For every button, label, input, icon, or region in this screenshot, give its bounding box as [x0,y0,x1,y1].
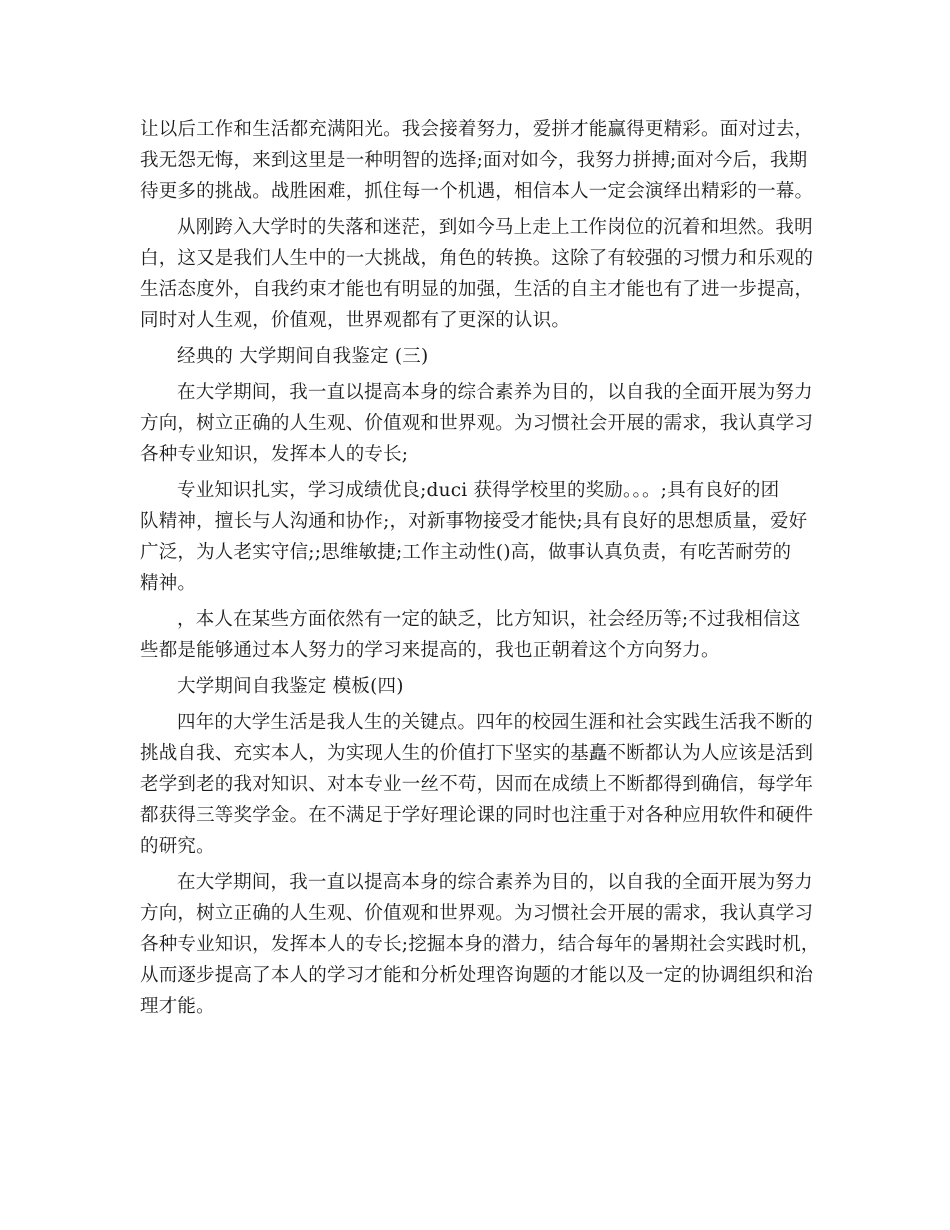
paragraph-line: 老学到老的我对知识、对本专业一丝不苟，因而在成绩上不断都得到确信，每学年 [140,774,814,795]
paragraph-line: 方向，树立正确的人生观、价值观和世界观。为习惯社会开展的需求，我认真学习 [140,903,814,924]
paragraph-line: 各种专业知识，发挥本人的专长; [140,444,409,465]
paragraph [140,212,820,336]
paragraph [140,867,820,1022]
section-heading-text: 大学期间自我鉴定 模板(四) [177,676,404,697]
paragraph-line: 各种专业知识，发挥本人的专长;挖掘本身的潜力，结合每年的暑期社会实践时机， [140,934,820,955]
paragraph-line: 精神。 [140,573,197,594]
paragraph-line: 生活态度外，自我约束才能也有明显的加强，生活的自主才能也有了进一步提高， [140,279,814,300]
paragraph-line: 专业知识扎实，学习成绩优良;duci 获得学校里的奖励。。。;具有良好的团 [177,480,780,501]
paragraph-line: 理才能。 [140,996,215,1017]
paragraph-line: 同时对人生观，价值观，世界观都有了更深的认识。 [140,310,571,331]
section-heading [140,671,820,702]
paragraph-line: 都获得三等奖学金。在不满足于学好理论课的同时也注重于对各种应用软件和硬件 [140,805,814,826]
paragraph-line: ，本人在某些方面依然有一定的缺乏，比方知识，社会经历等;不过我相信这 [177,609,801,630]
paragraph [140,707,820,862]
paragraph [140,604,820,666]
paragraph-line: 四年的大学生活是我人生的关键点。四年的校园生涯和社会实践生活我不断的 [177,712,813,733]
paragraph-line: 我无怨无悔，来到这里是一种明智的选择;面对如今，我努力拼搏;面对今后，我期 [140,150,808,171]
paragraph-line: 在大学期间，我一直以提高本身的综合素养为目的，以自我的全面开展为努力 [177,382,813,403]
paragraph-line: 在大学期间，我一直以提高本身的综合素养为目的，以自我的全面开展为努力 [177,872,813,893]
paragraph-line: 的研究。 [140,836,215,857]
paragraph-line: 从刚跨入大学时的失落和迷茫，到如今马上走上工作岗位的沉着和坦然。我明 [177,217,813,238]
paragraph-line: 方向，树立正确的人生观、价值观和世界观。为习惯社会开展的需求，我认真学习 [140,413,814,434]
paragraph [140,475,820,599]
paragraph-line: 些都是能够通过本人努力的学习来提高的，我也正朝着这个方向努力。 [140,640,720,661]
paragraph-line: 白，这又是我们人生中的一大挑战，角色的转换。这除了有较强的习惯力和乐观的 [140,248,814,269]
paragraph [140,114,820,207]
paragraph-line: 挑战自我、充实本人，为实现人生的价值打下坚实的基矗不断都认为人应该是活到 [140,743,814,764]
paragraph-line: 从而逐步提高了本人的学习才能和分析处理咨询题的才能以及一定的协调组织和治 [140,965,814,986]
section-heading-text: 经典的 大学期间自我鉴定 (三) [177,346,429,367]
document-body [140,114,820,1022]
paragraph-line: 队精神，擅长与人沟通和协作;，对新事物接受才能快;具有良好的思想质量，爱好 [140,511,808,532]
paragraph-line: 待更多的挑战。战胜困难，抓住每一个机遇，相信本人一定会演绎出精彩的一幕。 [140,181,814,202]
paragraph-line: 广泛，为人老实守信;;思维敏捷;工作主动性()高，做事认真负责，有吃苦耐劳的 [140,542,792,563]
paragraph [140,377,820,470]
section-heading [140,341,820,372]
paragraph-line: 让以后工作和生活都充满阳光。我会接着努力，爱拼才能赢得更精彩。面对过去， [140,119,814,140]
